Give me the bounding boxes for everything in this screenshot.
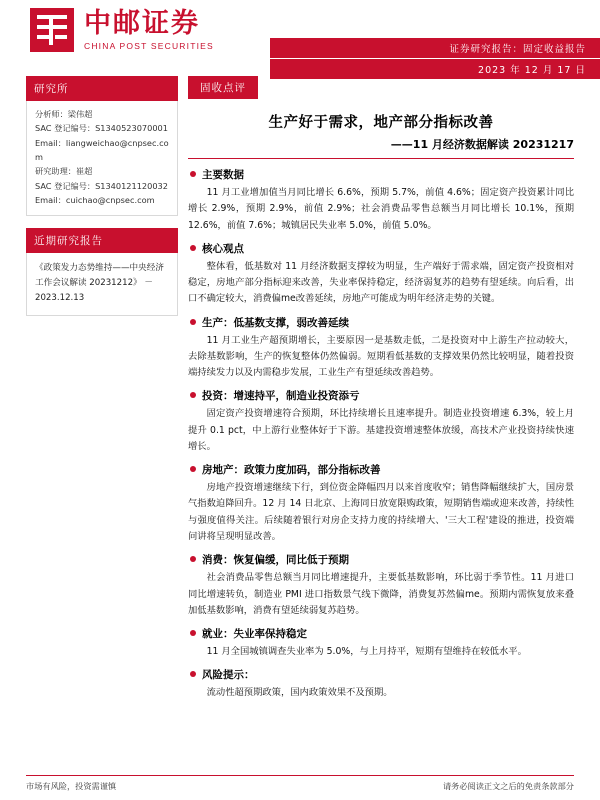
- section-heading-text: 消费：恢复偏缓，同比低于预期: [202, 554, 349, 567]
- report-date-banner: 2023 年 12 月 17 日: [270, 59, 600, 79]
- report-section: [188, 241, 574, 308]
- bullet-icon: [190, 319, 196, 325]
- report-section: [188, 315, 574, 382]
- section-paragraph: 11 月全国城镇调查失业率为 5.0%，与上月持平，短期有望维持在较低水平。: [206, 646, 527, 658]
- report-section: [188, 167, 574, 234]
- section-paragraph: 流动性超预期政策，国内政策效果不及预期。: [206, 687, 393, 699]
- assistant-email[interactable]: Email：cuichao@cnpsec.com: [35, 195, 155, 206]
- bullet-icon: [190, 556, 196, 562]
- doc-category-tag: 固收点评: [188, 76, 258, 99]
- bullet-icon: [190, 245, 196, 251]
- assistant-sac: SAC 登记编号：S1340121120032: [35, 180, 168, 191]
- analyst-name: 分析师：梁伟超: [35, 109, 93, 119]
- page-content: [0, 66, 600, 766]
- section-heading-text: 投资：增速持平，制造业投资添亏: [202, 390, 360, 403]
- sidebar-recent-title: 近期研究报告: [26, 228, 178, 253]
- page-title: 生产好于需求，地产部分指标改善: [268, 115, 494, 131]
- section-heading-text: 房地产：政策力度加码，部分指标改善: [202, 464, 381, 477]
- report-section: [188, 462, 574, 545]
- bullet-icon: [190, 630, 196, 636]
- section-heading-text: 生产：低基数支撑，弱改善延续: [202, 316, 349, 329]
- header-meta: [270, 38, 600, 79]
- sidebar-recent-block: [26, 253, 178, 316]
- report-section: [188, 388, 574, 455]
- sidebar-analyst-block: [26, 101, 178, 216]
- footer-risk-note: 市场有风险，投资需谨慎: [26, 781, 117, 791]
- page-subtitle: ——11 月经济数据解读 20231217: [390, 138, 574, 151]
- assistant-name: 研究助理：崔超: [35, 166, 93, 177]
- recent-report-date: － 2023.12.13: [35, 278, 153, 303]
- section-paragraph: 整体看，低基数对 11 月经济数据支撑较为明显，生产端好于需求端，固定资产投资相对稳定，房地产部分指标迎来改善，失业率保持稳定，经济弱复苏的趋势有望延续。向后看，出口不确定较大，消费偏me改善延续，房地产可能成为明年经济走势的关键。: [188, 260, 574, 305]
- china-post-logo-icon: [30, 8, 74, 52]
- brand-name-en: CHINA POST SECURITIES: [84, 41, 214, 52]
- section-heading-text: 主要数据: [202, 169, 244, 181]
- section-paragraph: 11 月工业增加值当月同比增长 6.6%，预期 5.7%，前值 4.6%；固定资产投资累计同比增长 2.9%，预期 2.9%，前值 2.9%；社会消费品零售总额当月同比增长 10.1%，预期 12.6%，前值 7.6%；城镇居民失业率 5.0%，前值 5.0%。: [188, 187, 574, 231]
- brand-name-cn: 中邮证券: [84, 7, 200, 39]
- sidebar: [0, 76, 178, 766]
- analyst-email[interactable]: Email：liangweichao@cnpsec.com: [35, 137, 169, 163]
- report-section: [188, 552, 574, 619]
- bullet-icon: [190, 466, 196, 472]
- section-heading-text: 核心观点: [202, 242, 244, 255]
- section-heading: [188, 667, 574, 682]
- section-heading-text: 风险提示：: [202, 669, 255, 682]
- report-section: [188, 667, 574, 701]
- section-heading: [188, 552, 574, 567]
- section-paragraph: 社会消费品零售总额当月同比增速提升，主要低基数影响，环比弱于季节性。11 月进口同比增速转负，制造业 PMI 进口指数景气线下微降，消费复苏然偏me。预期内需恢复放来叠加低基数影响，消费有望延续弱复苏趋势。: [188, 572, 574, 616]
- main-column: [178, 76, 600, 766]
- section-paragraph: 11 月工业生产超预期增长，主要原因一是基数走低，二是投资对中上游生产拉动较大，去除基数影响，生产的恢复整体仍然偏弱。短期看低基数的支撑效果仍然比较明显，随着投资端持续发力以及内需稳步发展，工业生产有望延续改善趋势。: [188, 334, 574, 379]
- brand-logo: [30, 8, 214, 52]
- section-heading: [188, 167, 574, 182]
- section-paragraph: 房地产投资增速继续下行，到位资金降幅四月以来首度收窄；销售降幅继续扩大，国房景气指数迫降回升。12 月 14 日北京、上海同日放宽限购政策，短期销售端或迎来改善，持续性与强度值得关注。后续随着银行对房企支持力度的持续增大、'三大工程'建设的推进，投资端问讲将呈现明显改善。: [188, 482, 574, 542]
- section-paragraph: 固定资产投资增速符合预期，环比持续增长且速率提升。制造业投资增速 6.3%，较上月提升 0.1 pct，中上游行业整体好于下游。基建投资增速整体放缓，高技术产业投资持续快速增长。: [188, 408, 574, 452]
- sidebar-research-title: 研究所: [26, 76, 178, 101]
- section-heading: [188, 626, 574, 641]
- section-heading: [188, 241, 574, 256]
- section-heading: [188, 388, 574, 403]
- bullet-icon: [190, 671, 196, 677]
- section-heading: [188, 315, 574, 330]
- recent-report-link[interactable]: 《政策发力态势维持——中央经济工作会议解读 20231212》: [35, 263, 164, 289]
- section-heading-text: 就业：失业率保持稳定: [202, 628, 307, 641]
- footer-disclaimer-note: 请务必阅读正文之后的免责条款部分: [442, 781, 574, 791]
- section-heading: [188, 462, 574, 477]
- bullet-icon: [190, 171, 196, 177]
- page-header: [0, 0, 600, 76]
- bullet-icon: [190, 392, 196, 398]
- report-section: [188, 626, 574, 660]
- title-divider: [188, 158, 574, 159]
- report-type-banner: 证券研究报告：固定收益报告: [270, 38, 600, 58]
- sections-container: [188, 167, 574, 702]
- page-footer: [0, 775, 600, 800]
- analyst-sac: SAC 登记编号：S1340523070001: [35, 123, 168, 134]
